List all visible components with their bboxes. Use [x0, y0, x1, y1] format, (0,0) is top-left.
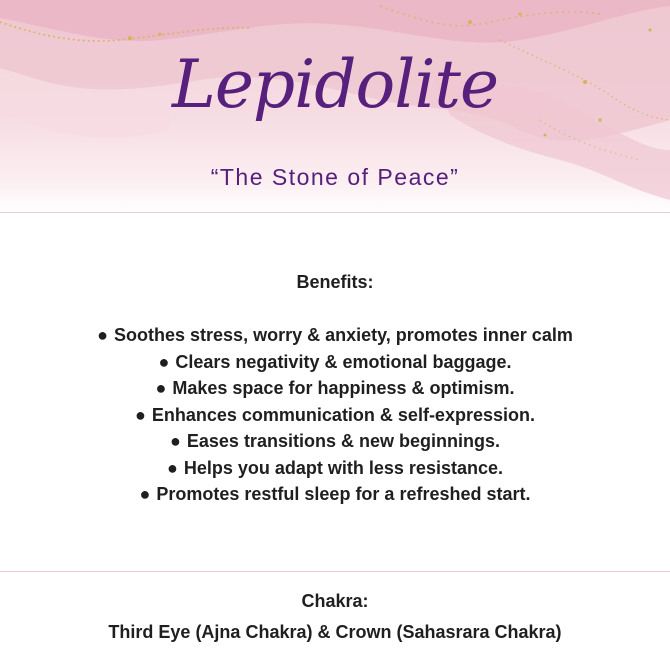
bullet-icon: ● [158, 351, 170, 372]
page-title: Lepidolite [171, 46, 499, 123]
top-divider [0, 212, 670, 213]
list-item [0, 375, 670, 402]
benefit-text: Helps you adapt with less resistance. [183, 457, 503, 478]
bullet-icon: ● [139, 484, 151, 504]
list-item [0, 481, 670, 508]
list-item [0, 349, 670, 376]
bullet-icon: ● [97, 325, 109, 345]
benefit-text: Makes space for happiness & optimism. [172, 378, 515, 398]
benefit-text: Enhances communication & self-expression. [151, 404, 535, 425]
bottom-divider [0, 571, 670, 572]
benefit-text: Eases transitions & new beginnings. [186, 431, 500, 451]
bullet-icon: ● [135, 404, 146, 425]
benefit-text: Promotes restful sleep for a refreshed start. [156, 484, 531, 504]
list-item [0, 402, 670, 429]
benefits-heading: Benefits: [296, 272, 374, 292]
benefit-text: Soothes stress, worry & anxiety, promotes inner calm [114, 325, 573, 345]
chakra-value: Third Eye (Ajna Chakra) & Crown (Sahasrara Chakra) [108, 622, 562, 642]
list-item [0, 322, 670, 349]
chakra-heading: Chakra: [301, 591, 369, 611]
benefits-list [0, 322, 670, 508]
list-item [0, 455, 670, 482]
list-item [0, 428, 670, 455]
bullet-icon: ● [155, 378, 167, 398]
bullet-icon: ● [167, 457, 178, 478]
watercolor-header [0, 0, 670, 212]
benefit-text: Clears negativity & emotional baggage. [175, 351, 512, 372]
bullet-icon: ● [170, 431, 181, 451]
subtitle: “The Stone of Peace” [210, 164, 460, 190]
